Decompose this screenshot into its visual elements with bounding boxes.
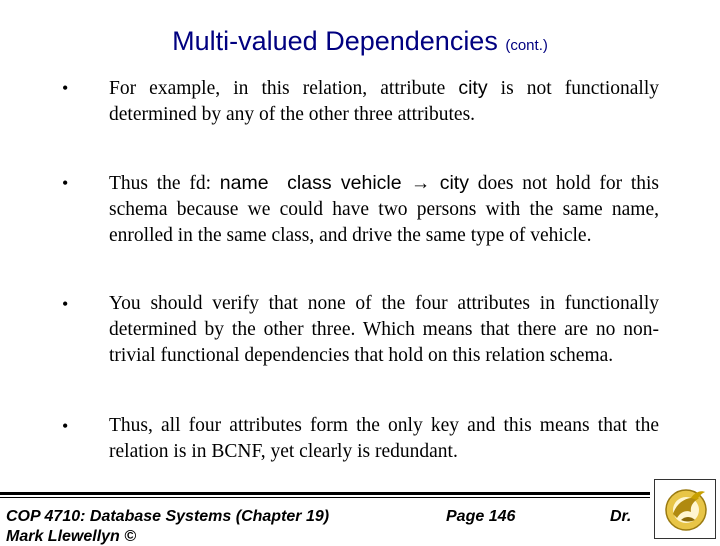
title-main: Multi-valued Dependencies bbox=[172, 26, 498, 56]
bullet-text-part: is not functionally determined by any of the other three attributes. bbox=[109, 78, 660, 125]
footer-author-cut: Mark Llewellyn © bbox=[6, 528, 137, 545]
footer-author: Dr. bbox=[610, 508, 632, 525]
pegasus-logo-icon bbox=[655, 480, 715, 538]
slide-title bbox=[0, 26, 720, 57]
footer-course: COP 4710: Database Systems (Chapter 19) bbox=[6, 508, 330, 525]
bullet-text-part: does not hold for this schema because we could have two persons with the same name, enrolled in the same class, and drive the same type of vehicle. bbox=[109, 173, 660, 246]
bullet-dot: • bbox=[62, 78, 69, 98]
attribute-name: city bbox=[458, 77, 488, 99]
title-suffix: (cont.) bbox=[505, 37, 548, 54]
bullet-dot: • bbox=[62, 173, 69, 193]
bullet-text bbox=[109, 75, 659, 128]
bullet-text: You should verify that none of the four attributes in functionally determined by the other three. Which means that there are no non-trivial functional dependencies that hold on this relation schema. bbox=[109, 293, 659, 366]
bullet-text-part: Thus the fd: bbox=[109, 173, 220, 194]
fd-expression: name class vehicle → city bbox=[219, 172, 469, 194]
bullet-text: Thus, all four attributes form the only key and this means that the relation is in BCNF, yet clearly is redundant. bbox=[109, 415, 659, 462]
ucf-logo-icon bbox=[654, 479, 716, 539]
bullet-dot: • bbox=[62, 416, 69, 436]
footer-page-number: Page 146 bbox=[446, 508, 516, 525]
footer-divider-thin bbox=[0, 497, 650, 498]
footer-divider bbox=[0, 492, 650, 495]
bullet-text-part: For example, in this relation, attribute bbox=[109, 78, 459, 99]
bullet-text bbox=[109, 170, 659, 249]
bullet-dot: • bbox=[62, 294, 69, 314]
